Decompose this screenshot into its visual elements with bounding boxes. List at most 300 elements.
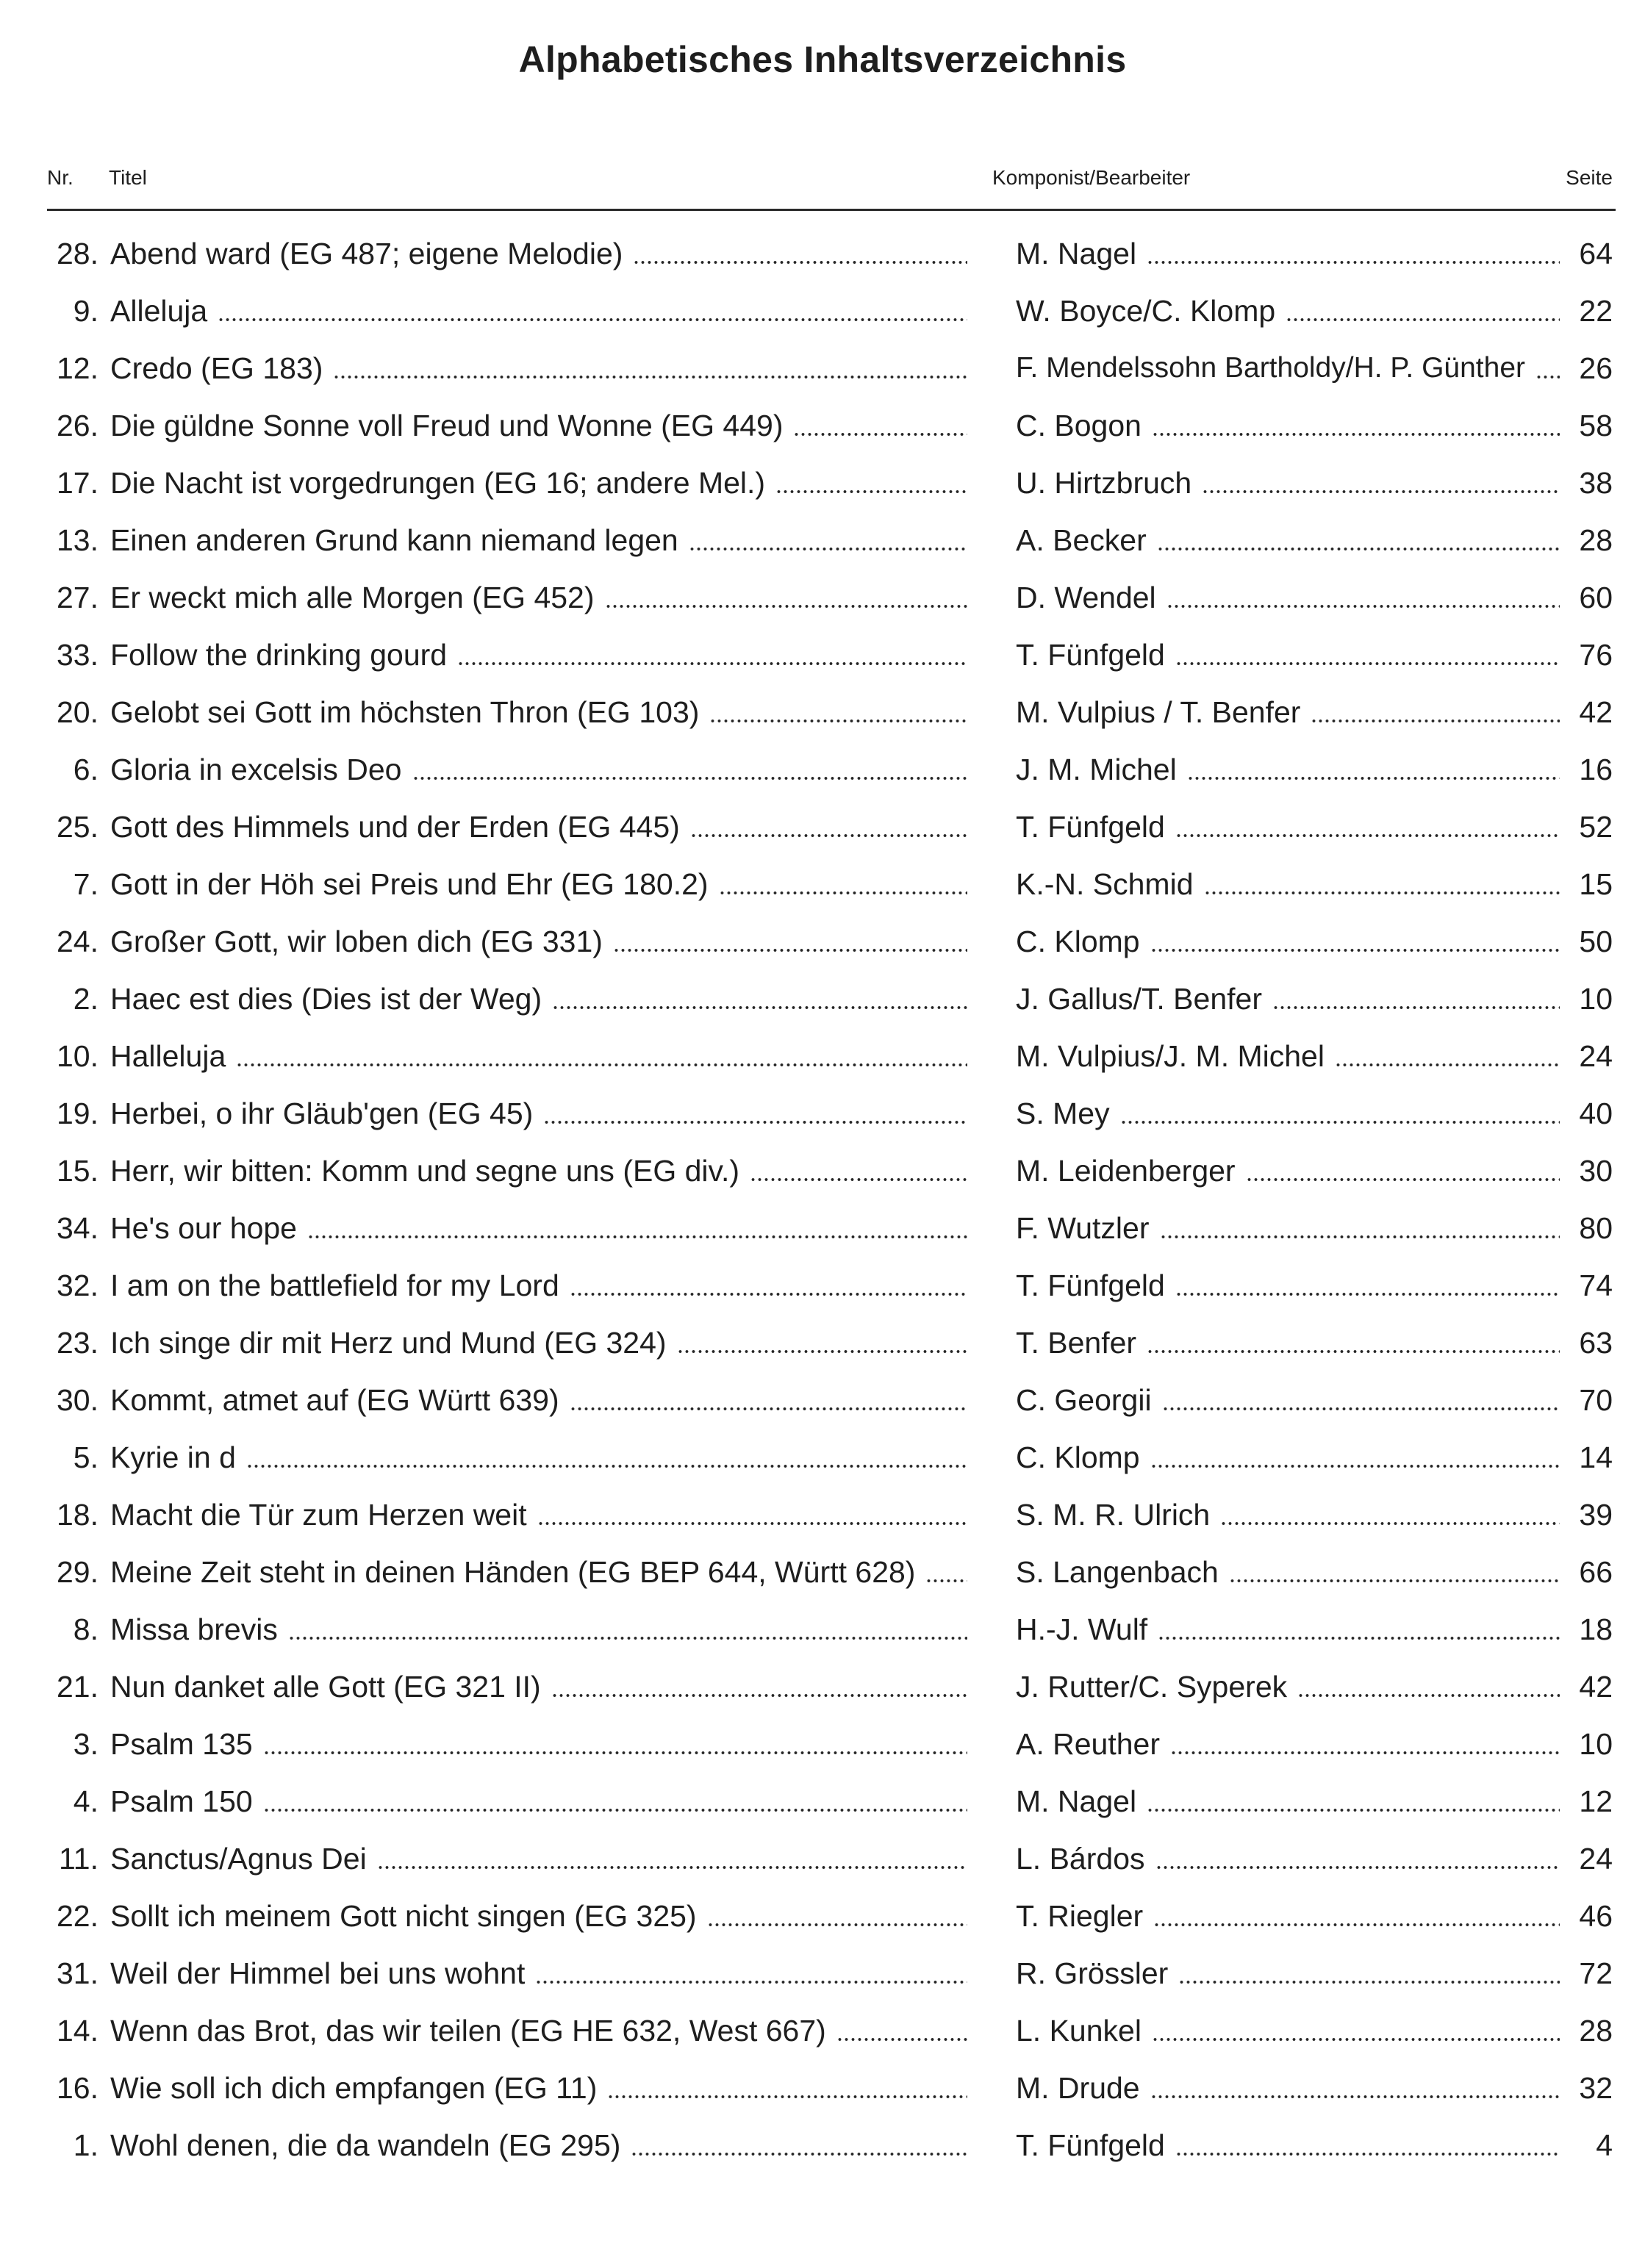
entry-number: 20. bbox=[57, 695, 98, 729]
entry-number: 24. bbox=[57, 925, 98, 958]
entry-composer: M. Nagel bbox=[1016, 237, 1137, 270]
entry-composer-cell bbox=[1016, 1142, 1560, 1199]
dot-leader bbox=[1147, 1806, 1560, 1814]
dot-leader bbox=[1147, 259, 1560, 266]
entry-title-cell bbox=[110, 1830, 967, 1887]
dot-leader bbox=[1175, 832, 1560, 839]
entry-title: Die güldne Sonne voll Freud und Wonne (EG 449) bbox=[110, 409, 784, 442]
dot-leader bbox=[552, 1004, 967, 1011]
entry-title: Sanctus/Agnus Dei bbox=[110, 1842, 367, 1876]
dot-leader bbox=[1272, 1004, 1560, 1011]
column-header-titel: Titel bbox=[109, 166, 147, 189]
entry-composer-cell bbox=[1016, 1199, 1560, 1257]
entry-title: Meine Zeit steht in deinen Händen (EG BEP 644, Württ 628) bbox=[110, 1555, 916, 1589]
column-header-seite: Seite bbox=[1566, 166, 1613, 189]
dot-leader bbox=[1160, 1233, 1560, 1241]
entry-title: Er weckt mich alle Morgen (EG 452) bbox=[110, 581, 595, 614]
dot-leader bbox=[263, 1749, 967, 1756]
entry-composer: S. M. R. Ulrich bbox=[1016, 1498, 1211, 1532]
entry-page: 32 bbox=[1579, 2071, 1613, 2105]
entry-title-cell bbox=[110, 1314, 967, 1371]
entry-number: 2. bbox=[73, 982, 98, 1016]
entry-number: 18. bbox=[57, 1498, 98, 1532]
entry-title-cell bbox=[110, 855, 967, 913]
entry-page: 38 bbox=[1579, 466, 1613, 500]
dot-leader bbox=[633, 259, 967, 266]
dot-leader bbox=[1150, 2093, 1560, 2100]
dot-leader bbox=[537, 1520, 967, 1527]
entry-composer: M. Leidenberger bbox=[1016, 1154, 1236, 1188]
entry-composer: F. Wutzler bbox=[1016, 1211, 1150, 1245]
dot-leader bbox=[613, 947, 967, 954]
toc-row bbox=[0, 1486, 1645, 1543]
entry-number: 1. bbox=[73, 2128, 98, 2162]
entry-composer-cell bbox=[1016, 1773, 1560, 1830]
entry-title: Gelobt sei Gott im höchsten Thron (EG 103) bbox=[110, 695, 700, 729]
entry-title: Großer Gott, wir loben dich (EG 331) bbox=[110, 925, 603, 958]
entry-composer: C. Bogon bbox=[1016, 409, 1142, 442]
entry-title: Haec est dies (Dies ist der Weg) bbox=[110, 982, 542, 1016]
entry-composer-cell bbox=[1016, 397, 1560, 454]
entry-composer: C. Klomp bbox=[1016, 925, 1140, 958]
entry-composer: R. Grössler bbox=[1016, 1956, 1169, 1990]
entry-title: Follow the drinking gourd bbox=[110, 638, 448, 672]
entry-title-cell bbox=[110, 397, 967, 454]
entry-page: 15 bbox=[1579, 867, 1613, 901]
toc-row bbox=[0, 512, 1645, 569]
toc-row bbox=[0, 1142, 1645, 1199]
dot-leader bbox=[607, 2093, 967, 2100]
entry-title: Wohl denen, die da wandeln (EG 295) bbox=[110, 2128, 621, 2162]
entry-composer: J. Gallus/T. Benfer bbox=[1016, 982, 1262, 1016]
entry-composer-cell bbox=[1016, 1658, 1560, 1715]
toc-row bbox=[0, 683, 1645, 741]
toc-row bbox=[0, 1085, 1645, 1142]
dot-leader bbox=[570, 1405, 967, 1413]
entry-title: Sollt ich meinem Gott nicht singen (EG 325) bbox=[110, 1899, 697, 1933]
entry-title-cell bbox=[110, 798, 967, 855]
entry-composer-cell bbox=[1016, 683, 1560, 741]
dot-leader bbox=[690, 832, 967, 839]
toc-row bbox=[0, 454, 1645, 512]
entry-number: 21. bbox=[57, 1670, 98, 1704]
toc-row bbox=[0, 626, 1645, 683]
entry-page: 22 bbox=[1579, 294, 1613, 328]
toc-row bbox=[0, 1257, 1645, 1314]
toc-row bbox=[0, 397, 1645, 454]
dot-leader bbox=[377, 1864, 967, 1871]
toc-row bbox=[0, 741, 1645, 798]
entry-number: 7. bbox=[73, 867, 98, 901]
dot-leader bbox=[1202, 488, 1560, 495]
entry-page: 72 bbox=[1579, 1956, 1613, 1990]
entry-page: 42 bbox=[1579, 695, 1613, 729]
entry-composer: M. Vulpius/J. M. Michel bbox=[1016, 1039, 1325, 1073]
entry-title-cell bbox=[110, 913, 967, 970]
entry-composer: T. Fünfgeld bbox=[1016, 2128, 1165, 2162]
entry-title-cell bbox=[110, 282, 967, 340]
entry-composer-cell bbox=[1016, 1830, 1560, 1887]
entry-title: Wenn das Brot, das wir teilen (EG HE 632, West 667) bbox=[110, 2014, 826, 2048]
dot-leader bbox=[631, 2150, 967, 2158]
entry-number: 8. bbox=[73, 1612, 98, 1646]
toc-row bbox=[0, 1887, 1645, 1945]
entry-number: 27. bbox=[57, 581, 98, 614]
entry-composer-cell bbox=[1016, 1486, 1560, 1543]
dot-leader bbox=[246, 1463, 967, 1470]
dot-leader bbox=[551, 1692, 967, 1699]
entry-composer: D. Wendel bbox=[1016, 581, 1156, 614]
entry-number: 5. bbox=[73, 1440, 98, 1474]
dot-leader bbox=[793, 431, 967, 438]
entry-composer-cell bbox=[1016, 741, 1560, 798]
entry-title-cell bbox=[110, 1887, 967, 1945]
entry-number: 17. bbox=[57, 466, 98, 500]
entry-title-cell bbox=[110, 1486, 967, 1543]
dot-leader bbox=[836, 2036, 967, 2043]
entry-title-cell bbox=[110, 512, 967, 569]
dot-leader bbox=[1229, 1577, 1560, 1585]
entry-composer: C. Georgii bbox=[1016, 1383, 1152, 1417]
entry-page: 14 bbox=[1579, 1440, 1613, 1474]
entry-title: Herr, wir bitten: Komm und segne uns (EG div.) bbox=[110, 1154, 740, 1188]
entry-composer: S. Mey bbox=[1016, 1097, 1110, 1130]
entry-composer-cell bbox=[1016, 1314, 1560, 1371]
entry-number: 31. bbox=[57, 1956, 98, 1990]
toc-row bbox=[0, 1658, 1645, 1715]
entry-composer-cell bbox=[1016, 1543, 1560, 1601]
entry-number: 23. bbox=[57, 1326, 98, 1360]
entry-page: 80 bbox=[1579, 1211, 1613, 1245]
entry-page: 10 bbox=[1579, 1727, 1613, 1761]
entry-composer: S. Langenbach bbox=[1016, 1555, 1219, 1589]
entry-title: Macht die Tür zum Herzen weit bbox=[110, 1498, 527, 1532]
entry-title: Credo (EG 183) bbox=[110, 351, 323, 385]
entry-title-cell bbox=[110, 1945, 967, 2002]
entry-number: 10. bbox=[57, 1039, 98, 1073]
entry-page: 16 bbox=[1579, 753, 1613, 786]
dot-leader bbox=[1187, 775, 1560, 782]
entry-title: I am on the battlefield for my Lord bbox=[110, 1268, 559, 1302]
entry-number: 26. bbox=[57, 409, 98, 442]
entry-page: 30 bbox=[1579, 1154, 1613, 1188]
entry-composer: T. Benfer bbox=[1016, 1326, 1137, 1360]
entry-composer: F. Mendelssohn Bartholdy/H. P. Günther bbox=[1016, 352, 1525, 384]
dot-leader bbox=[1311, 717, 1560, 725]
entry-composer-cell bbox=[1016, 1085, 1560, 1142]
entry-page: 42 bbox=[1579, 1670, 1613, 1704]
entry-composer: T. Riegler bbox=[1016, 1899, 1144, 1933]
entry-title: Nun danket alle Gott (EG 321 II) bbox=[110, 1670, 541, 1704]
entry-page: 60 bbox=[1579, 581, 1613, 614]
entry-title: Ich singe dir mit Herz und Mund (EG 324) bbox=[110, 1326, 667, 1360]
entry-composer: L. Bárdos bbox=[1016, 1842, 1145, 1876]
entry-title: Wie soll ich dich empfangen (EG 11) bbox=[110, 2071, 598, 2105]
entry-title-cell bbox=[110, 1142, 967, 1199]
dot-leader bbox=[677, 1348, 967, 1355]
dot-leader bbox=[1157, 545, 1560, 553]
entry-title-cell bbox=[110, 340, 967, 397]
entry-composer-cell bbox=[1016, 454, 1560, 512]
entry-title-cell bbox=[110, 1257, 967, 1314]
entry-page: 12 bbox=[1579, 1784, 1613, 1818]
entry-composer: M. Drude bbox=[1016, 2071, 1140, 2105]
entry-page: 63 bbox=[1579, 1326, 1613, 1360]
dot-leader bbox=[1147, 1348, 1560, 1355]
toc-row bbox=[0, 1830, 1645, 1887]
entry-composer: U. Hirtzbruch bbox=[1016, 466, 1192, 500]
dot-leader bbox=[1162, 1405, 1560, 1413]
entry-page: 39 bbox=[1579, 1498, 1613, 1532]
entry-title-cell bbox=[110, 225, 967, 282]
entry-page: 64 bbox=[1579, 237, 1613, 270]
dot-leader bbox=[457, 660, 967, 667]
entry-title-cell bbox=[110, 1085, 967, 1142]
entry-composer-cell bbox=[1016, 1429, 1560, 1486]
entry-composer-cell bbox=[1016, 1257, 1560, 1314]
toc-row bbox=[0, 2117, 1645, 2174]
toc-row bbox=[0, 569, 1645, 626]
entry-page: 24 bbox=[1579, 1842, 1613, 1876]
entry-composer-cell bbox=[1016, 1371, 1560, 1429]
entry-composer: T. Fünfgeld bbox=[1016, 638, 1165, 672]
entry-composer-cell bbox=[1016, 798, 1560, 855]
dot-leader bbox=[1178, 1978, 1560, 1986]
entry-number: 15. bbox=[57, 1154, 98, 1188]
entry-title: Abend ward (EG 487; eigene Melodie) bbox=[110, 237, 623, 270]
entry-title: Herbei, o ihr Gläub'gen (EG 45) bbox=[110, 1097, 534, 1130]
entry-title: Halleluja bbox=[110, 1039, 226, 1073]
entry-title: Gott in der Höh sei Preis und Ehr (EG 180.2) bbox=[110, 867, 709, 901]
toc-row bbox=[0, 1601, 1645, 1658]
entry-number: 4. bbox=[73, 1784, 98, 1818]
entry-composer-cell bbox=[1016, 855, 1560, 913]
entry-composer-cell bbox=[1016, 970, 1560, 1027]
entry-title: Kommt, atmet auf (EG Württ 639) bbox=[110, 1383, 559, 1417]
dot-leader bbox=[1175, 660, 1560, 667]
entry-page: 40 bbox=[1579, 1097, 1613, 1130]
entry-title: Weil der Himmel bei uns wohnt bbox=[110, 1956, 526, 1990]
entry-composer-cell bbox=[1016, 340, 1560, 397]
toc-row bbox=[0, 1773, 1645, 1830]
entry-page: 58 bbox=[1579, 409, 1613, 442]
entry-title-cell bbox=[110, 1715, 967, 1773]
dot-leader bbox=[1175, 2150, 1560, 2158]
entry-page: 28 bbox=[1579, 523, 1613, 557]
entry-number: 22. bbox=[57, 1899, 98, 1933]
entry-title: Psalm 150 bbox=[110, 1784, 253, 1818]
entry-title-cell bbox=[110, 1199, 967, 1257]
entry-page: 52 bbox=[1579, 810, 1613, 844]
entry-composer: J. Rutter/C. Syperek bbox=[1016, 1670, 1288, 1704]
dot-leader bbox=[719, 889, 967, 897]
entry-title-cell bbox=[110, 626, 967, 683]
entry-number: 6. bbox=[73, 753, 98, 786]
entry-page: 4 bbox=[1596, 2128, 1613, 2162]
entry-title-cell bbox=[110, 2059, 967, 2117]
dot-leader bbox=[1150, 1463, 1560, 1470]
dot-leader bbox=[1150, 947, 1560, 954]
entry-title-cell bbox=[110, 569, 967, 626]
entry-page: 46 bbox=[1579, 1899, 1613, 1933]
entry-title: He's our hope bbox=[110, 1211, 297, 1245]
entry-composer-cell bbox=[1016, 913, 1560, 970]
dot-leader bbox=[1220, 1520, 1560, 1527]
entry-composer: K.-N. Schmid bbox=[1016, 867, 1194, 901]
entry-page: 24 bbox=[1579, 1039, 1613, 1073]
dot-leader bbox=[1152, 431, 1560, 438]
toc-row bbox=[0, 340, 1645, 397]
entry-page: 50 bbox=[1579, 925, 1613, 958]
entry-number: 16. bbox=[57, 2071, 98, 2105]
entry-composer-cell bbox=[1016, 282, 1560, 340]
entry-title-cell bbox=[110, 1773, 967, 1830]
dot-leader bbox=[307, 1233, 967, 1241]
dot-leader bbox=[1120, 1119, 1560, 1126]
dot-leader bbox=[709, 717, 967, 725]
dot-leader bbox=[333, 373, 967, 381]
entry-title: Missa brevis bbox=[110, 1612, 278, 1646]
entry-number: 25. bbox=[57, 810, 98, 844]
entry-number: 19. bbox=[57, 1097, 98, 1130]
entry-title-cell bbox=[110, 1371, 967, 1429]
entry-title-cell bbox=[110, 1543, 967, 1601]
header-rule bbox=[47, 209, 1616, 211]
toc-list bbox=[0, 225, 1645, 2174]
entry-title-cell bbox=[110, 1027, 967, 1085]
entry-composer: H.-J. Wulf bbox=[1016, 1612, 1148, 1646]
entry-composer-cell bbox=[1016, 1601, 1560, 1658]
entry-title: Einen anderen Grund kann niemand legen bbox=[110, 523, 678, 557]
entry-composer-cell bbox=[1016, 2002, 1560, 2059]
dot-leader bbox=[543, 1119, 967, 1126]
entry-composer-cell bbox=[1016, 1887, 1560, 1945]
toc-row bbox=[0, 913, 1645, 970]
dot-leader bbox=[218, 316, 967, 323]
dot-leader bbox=[707, 1921, 967, 1928]
entry-title: Gott des Himmels und der Erden (EG 445) bbox=[110, 810, 680, 844]
dot-leader bbox=[1166, 603, 1560, 610]
entry-title: Alleluja bbox=[110, 294, 208, 328]
dot-leader bbox=[775, 488, 967, 495]
entry-number: 32. bbox=[57, 1268, 98, 1302]
entry-composer: M. Nagel bbox=[1016, 1784, 1137, 1818]
column-header-nr: Nr. bbox=[47, 166, 74, 189]
dot-leader bbox=[412, 775, 968, 782]
toc-row bbox=[0, 1199, 1645, 1257]
entry-title-cell bbox=[110, 2002, 967, 2059]
toc-row bbox=[0, 1371, 1645, 1429]
toc-row bbox=[0, 855, 1645, 913]
entry-number: 13. bbox=[57, 523, 98, 557]
entry-composer: A. Reuther bbox=[1016, 1727, 1160, 1761]
entry-page: 28 bbox=[1579, 2014, 1613, 2048]
entry-title-cell bbox=[110, 1429, 967, 1486]
dot-leader bbox=[1204, 889, 1560, 897]
entry-composer-cell bbox=[1016, 2059, 1560, 2117]
entry-composer: T. Fünfgeld bbox=[1016, 810, 1165, 844]
entry-composer-cell bbox=[1016, 1945, 1560, 2002]
entry-composer: A. Becker bbox=[1016, 523, 1147, 557]
entry-page: 76 bbox=[1579, 638, 1613, 672]
entry-title: Kyrie in d bbox=[110, 1440, 236, 1474]
toc-row bbox=[0, 2059, 1645, 2117]
entry-composer: T. Fünfgeld bbox=[1016, 1268, 1165, 1302]
dot-leader bbox=[1158, 1634, 1560, 1642]
entry-composer-cell bbox=[1016, 512, 1560, 569]
toc-row bbox=[0, 1314, 1645, 1371]
entry-title-cell bbox=[110, 1601, 967, 1658]
dot-leader bbox=[689, 545, 967, 553]
entry-number: 30. bbox=[57, 1383, 98, 1417]
entry-title-cell bbox=[110, 970, 967, 1027]
toc-row bbox=[0, 1715, 1645, 1773]
entry-number: 14. bbox=[57, 2014, 98, 2048]
entry-page: 70 bbox=[1579, 1383, 1613, 1417]
entry-composer: L. Kunkel bbox=[1016, 2014, 1142, 2048]
entry-title-cell bbox=[110, 683, 967, 741]
dot-leader bbox=[1246, 1176, 1560, 1183]
dot-leader bbox=[1170, 1749, 1560, 1756]
entry-page: 66 bbox=[1579, 1555, 1613, 1589]
entry-title: Gloria in excelsis Deo bbox=[110, 753, 402, 786]
dot-leader bbox=[570, 1291, 967, 1298]
dot-leader bbox=[1152, 2036, 1560, 2043]
entry-number: 29. bbox=[57, 1555, 98, 1589]
entry-number: 3. bbox=[73, 1727, 98, 1761]
entry-page: 26 bbox=[1579, 351, 1613, 385]
column-header-komponist: Komponist/Bearbeiter bbox=[992, 166, 1191, 189]
entry-composer: W. Boyce/C. Klomp bbox=[1016, 294, 1276, 328]
toc-row bbox=[0, 798, 1645, 855]
entry-title: Psalm 135 bbox=[110, 1727, 253, 1761]
entry-composer-cell bbox=[1016, 569, 1560, 626]
dot-leader bbox=[605, 603, 967, 610]
dot-leader bbox=[1286, 316, 1560, 323]
entry-title-cell bbox=[110, 1658, 967, 1715]
entry-title-cell bbox=[110, 454, 967, 512]
dot-leader bbox=[750, 1176, 967, 1183]
toc-row bbox=[0, 225, 1645, 282]
dot-leader bbox=[288, 1634, 967, 1642]
toc-row bbox=[0, 1945, 1645, 2002]
entry-composer: M. Vulpius / T. Benfer bbox=[1016, 695, 1301, 729]
entry-composer: J. M. Michel bbox=[1016, 753, 1177, 786]
entry-composer: C. Klomp bbox=[1016, 1440, 1140, 1474]
dot-leader bbox=[1297, 1692, 1560, 1699]
entry-number: 28. bbox=[57, 237, 98, 270]
entry-composer-cell bbox=[1016, 2117, 1560, 2174]
dot-leader bbox=[1335, 1061, 1560, 1069]
entry-number: 9. bbox=[73, 294, 98, 328]
entry-composer-cell bbox=[1016, 225, 1560, 282]
entry-composer-cell bbox=[1016, 1715, 1560, 1773]
toc-row bbox=[0, 1027, 1645, 1085]
dot-leader bbox=[236, 1061, 967, 1069]
entry-number: 34. bbox=[57, 1211, 98, 1245]
dot-leader bbox=[1155, 1864, 1560, 1871]
dot-leader bbox=[535, 1978, 967, 1986]
entry-page: 74 bbox=[1579, 1268, 1613, 1302]
page-title: Alphabetisches Inhaltsverzeichnis bbox=[518, 39, 1127, 80]
entry-page: 10 bbox=[1579, 982, 1613, 1016]
dot-leader bbox=[263, 1806, 967, 1814]
entry-composer-cell bbox=[1016, 626, 1560, 683]
toc-row bbox=[0, 1543, 1645, 1601]
dot-leader bbox=[925, 1577, 967, 1585]
toc-row bbox=[0, 282, 1645, 340]
entry-title-cell bbox=[110, 2117, 967, 2174]
